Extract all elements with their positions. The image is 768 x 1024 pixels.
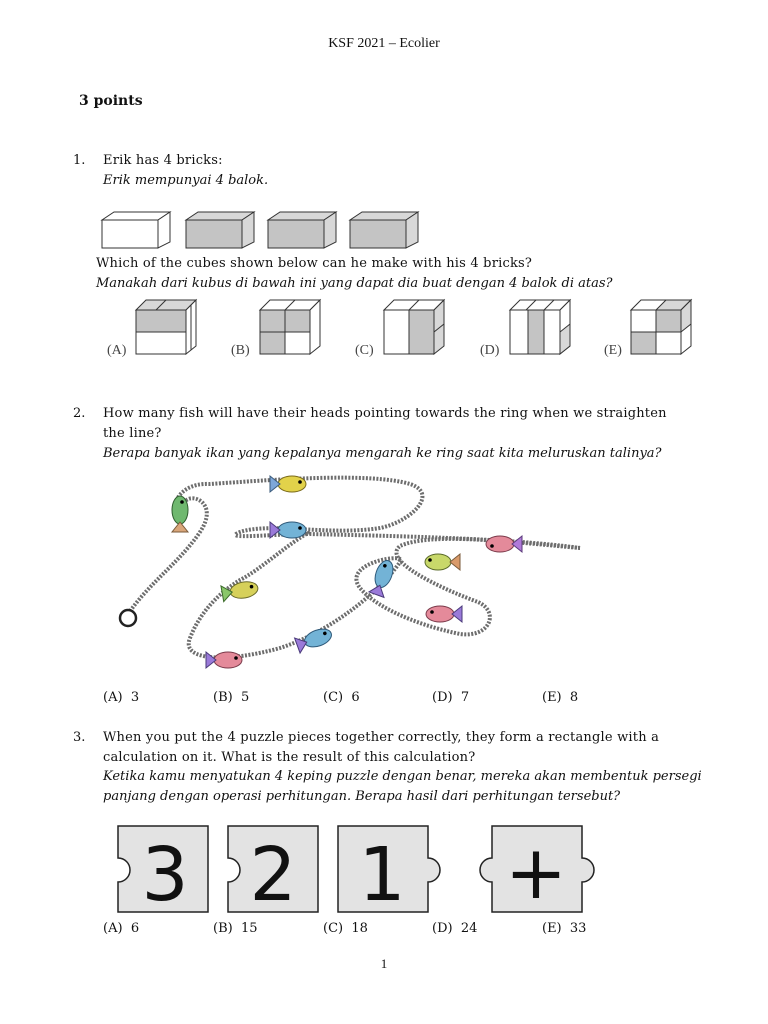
choice-value: 33 <box>569 921 587 936</box>
fish-5 <box>425 554 460 570</box>
question-2-choice-b[interactable] <box>213 690 249 705</box>
cube-option-e-label: (E) <box>604 343 622 358</box>
question-3-choice-c[interactable] <box>323 921 368 936</box>
page-number: 1 <box>380 956 388 971</box>
question-2-choice-d[interactable] <box>432 690 469 705</box>
puzzle-piece-2 <box>228 826 318 918</box>
rope-fish-figure <box>110 462 590 682</box>
brick-grey-2 <box>268 212 336 248</box>
fish-1 <box>172 496 188 532</box>
question-3-choice-b[interactable] <box>213 921 258 936</box>
question-3-text-en-line1: When you put the 4 puzzle pieces together correctly, they form a rectangle with a <box>103 730 660 745</box>
fish-7 <box>221 580 259 602</box>
bricks-figure <box>98 210 418 252</box>
fish-10 <box>206 652 242 668</box>
section-title: 3 points <box>79 93 143 109</box>
question-2-number: 2. <box>73 406 86 421</box>
brick-grey-1 <box>186 212 254 248</box>
choice-value: 3 <box>130 690 140 705</box>
choice-value: 7 <box>460 690 470 705</box>
brick-grey-3 <box>350 212 418 248</box>
choice-letter: (C) <box>323 921 344 936</box>
choice-value: 24 <box>460 921 478 936</box>
question-3-choice-a[interactable] <box>103 921 139 936</box>
cube-option-e <box>625 298 695 358</box>
cube-option-d-label: (D) <box>480 343 500 358</box>
page-header: KSF 2021 – Ecolier <box>328 36 440 51</box>
cube-option-b <box>254 298 324 358</box>
question-2-choice-c[interactable] <box>323 690 360 705</box>
question-3-text-id-line2: panjang dengan operasi perhitungan. Berapa hasil dari perhitungan tersebut? <box>103 789 621 804</box>
puzzle-piece-3-text: 1 <box>358 832 406 918</box>
choice-letter: (B) <box>213 690 233 705</box>
choice-value: 6 <box>351 690 360 705</box>
puzzle-pieces-figure <box>108 824 608 916</box>
brick-white <box>102 212 170 248</box>
question-2-text-id: Berapa banyak ikan yang kepalanya mengarah ke ring saat kita meluruskan talinya? <box>103 446 662 461</box>
puzzle-piece-1-text: 3 <box>141 832 189 918</box>
choice-value: 5 <box>240 690 250 705</box>
choice-letter: (D) <box>432 690 453 705</box>
question-3-number: 3. <box>73 730 86 745</box>
cube-option-b-label: (B) <box>231 343 250 358</box>
question-3-text-en-line2: calculation on it. What is the result of this calculation? <box>103 750 476 765</box>
fish-4 <box>486 536 522 552</box>
choice-letter: (A) <box>103 690 123 705</box>
choice-value: 6 <box>130 921 140 936</box>
choice-value: 18 <box>351 921 368 936</box>
choice-value: 8 <box>569 690 579 705</box>
question-3-choice-d[interactable] <box>432 921 477 936</box>
question-2-choice-a[interactable] <box>103 690 139 705</box>
choice-letter: (E) <box>542 921 562 936</box>
choice-letter: (D) <box>432 921 453 936</box>
question-3-text-id-line1: Ketika kamu menyatukan 4 keping puzzle dengan benar, mereka akan membentuk persegi <box>103 769 702 784</box>
question-2-text-en-line2: the line? <box>103 426 162 441</box>
puzzle-piece-3 <box>338 826 440 918</box>
question-1-text-en: Erik has 4 bricks: <box>103 153 223 168</box>
question-1-number: 1. <box>73 153 86 168</box>
cube-option-a <box>130 298 200 358</box>
puzzle-piece-1 <box>118 826 208 918</box>
puzzle-piece-4 <box>480 826 594 916</box>
cube-option-a-label: (A) <box>107 343 127 358</box>
choice-letter: (B) <box>213 921 233 936</box>
cube-option-c <box>378 298 448 358</box>
puzzle-piece-2-text: 2 <box>249 832 297 918</box>
choice-value: 15 <box>240 921 258 936</box>
choice-letter: (C) <box>323 690 344 705</box>
question-3-choice-e[interactable] <box>542 921 586 936</box>
fish-9 <box>295 626 334 653</box>
question-2-choice-e[interactable] <box>542 690 578 705</box>
puzzle-piece-4-text: + <box>504 830 568 916</box>
choice-letter: (E) <box>542 690 562 705</box>
question-1-prompt-en: Which of the cubes shown below can he make with his 4 bricks? <box>96 256 533 271</box>
question-1-prompt-id: Manakah dari kubus di bawah ini yang dapat dia buat dengan 4 balok di atas? <box>96 276 613 291</box>
choice-letter: (A) <box>103 921 123 936</box>
cube-option-c-label: (C) <box>355 343 374 358</box>
fish-8 <box>426 606 462 622</box>
cube-option-d <box>504 298 574 358</box>
question-1-text-id: Erik mempunyai 4 balok. <box>103 173 269 188</box>
question-2-text-en-line1: How many fish will have their heads pointing towards the ring when we straighten <box>103 406 667 421</box>
